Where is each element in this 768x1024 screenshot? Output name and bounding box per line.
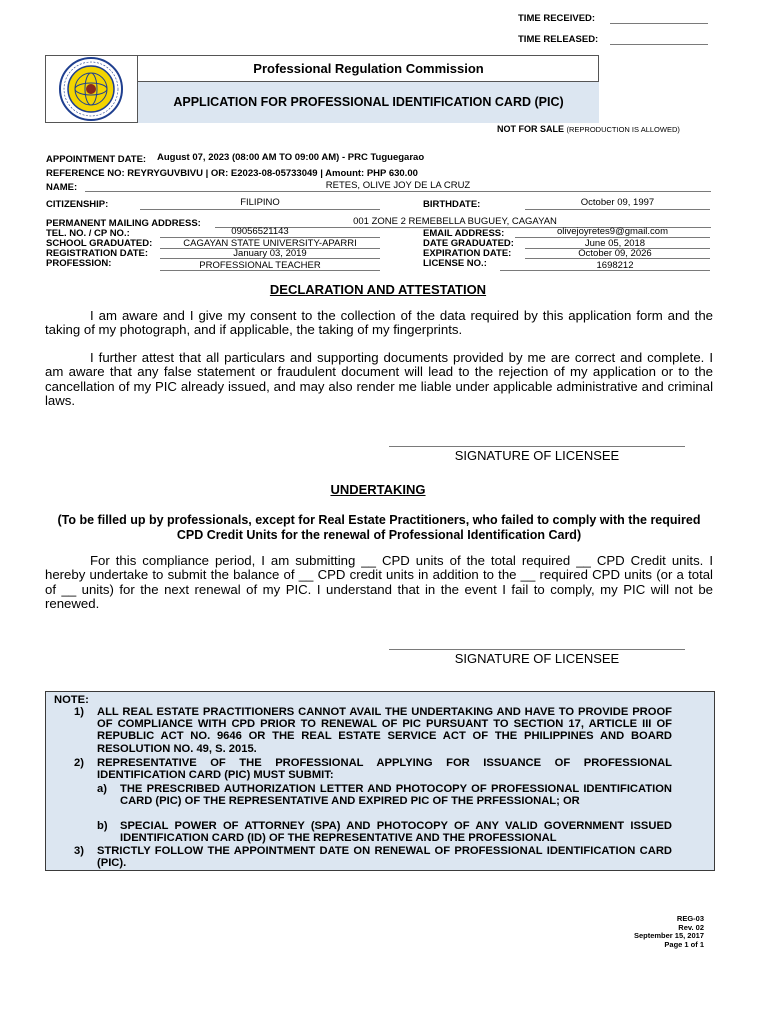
expiration-date-value[interactable]: October 09, 2026 xyxy=(578,248,652,259)
profession-value[interactable]: PROFESSIONAL TEACHER xyxy=(199,260,321,271)
birthdate-line xyxy=(525,209,710,210)
declaration-para-1: I am aware and I give my consent to the collection of the data required by this application form and the taking of my photograph, and if applicable, the taking of my fingerprints. xyxy=(45,308,713,338)
note-item-3-num: 3) xyxy=(74,845,84,857)
expiration-date-label: EXPIRATION DATE: xyxy=(423,248,512,259)
form-title: APPLICATION FOR PROFESSIONAL IDENTIFICATION CARD (PIC) xyxy=(137,82,599,123)
email-label: EMAIL ADDRESS: xyxy=(423,228,505,239)
note-item-2-num: 2) xyxy=(74,757,84,769)
note-item-2: REPRESENTATIVE OF THE PROFESSIONAL APPLYING FOR ISSUANCE OF PROFESSIONAL IDENTIFICATION CARD (PIC) MUST SUBMIT: xyxy=(97,757,672,782)
note-title: NOTE: xyxy=(54,694,89,706)
registration-date-line xyxy=(160,258,380,259)
signature-line-2[interactable] xyxy=(389,649,685,650)
footer-form-code: REG-03 xyxy=(676,914,704,923)
footer-date: September 15, 2017 xyxy=(633,931,704,941)
declaration-heading: DECLARATION AND ATTESTATION xyxy=(269,282,487,297)
note-item-1-num: 1) xyxy=(74,706,84,718)
citizenship-value[interactable]: FILIPINO xyxy=(240,197,280,208)
reference-line: REFERENCE NO: REYRYGUVBIVU | OR: E2023-08-05733049 | Amount: PHP 630.00 xyxy=(46,168,418,179)
name-line xyxy=(85,191,711,192)
signature-label-1: SIGNATURE OF LICENSEE xyxy=(454,448,620,463)
appointment-date-value: August 07, 2023 (08:00 AM TO 09:00 AM) - PRC Tuguegarao xyxy=(157,152,425,163)
license-label: LICENSE NO.: xyxy=(423,258,487,269)
note-subitem-b-num: b) xyxy=(97,820,108,832)
not-for-sale xyxy=(497,124,680,134)
school-value[interactable]: CAGAYAN STATE UNIVERSITY-APARRI xyxy=(183,238,357,249)
footer-page: Page 1 of 1 xyxy=(664,939,704,949)
signature-line-1[interactable] xyxy=(389,446,685,447)
time-released-line[interactable] xyxy=(610,44,708,45)
note-subitem-a: THE PRESCRIBED AUTHORIZATION LETTER AND PHOTOCOPY OF PROFESSIONAL IDENTIFICATION CARD (PIC) OF THE REPRESENTATIVE AND EXPIRED PIC OF THE PRFESSIONAL; OR xyxy=(120,783,672,808)
name-value[interactable]: RETES, OLIVE JOY DE LA CRUZ xyxy=(325,180,471,191)
license-line xyxy=(500,270,710,271)
declaration-heading-wrap xyxy=(0,281,756,299)
declaration-para-2: I further attest that all particulars and supporting documents provided by me are correct and complete. I am aware that any false statement or fraudulent document will lead to the rejection of my application or to the cancellation of my PIC already issued, and may also render me liable under applicable administrative and criminal laws. xyxy=(45,350,713,409)
profession-line xyxy=(160,270,380,271)
note-box xyxy=(45,691,715,871)
citizenship-line xyxy=(140,209,380,210)
tel-label: TEL. NO. / CP NO.: xyxy=(46,228,130,239)
address-label: PERMANENT MAILING ADDRESS: xyxy=(46,218,201,229)
expiration-date-line xyxy=(525,258,710,259)
citizenship-label: CITIZENSHIP: xyxy=(46,199,109,210)
name-label: NAME: xyxy=(46,182,78,193)
time-released-label: TIME RELEASED: xyxy=(518,34,599,45)
license-value[interactable]: 1698212 xyxy=(596,260,634,271)
not-for-sale-label: NOT FOR SALE xyxy=(497,124,564,134)
tel-value[interactable]: 09056521143 xyxy=(231,226,289,237)
address-value[interactable]: 001 ZONE 2 REMEBELLA BUGUEY, CAGAYAN xyxy=(353,216,557,227)
birthdate-label: BIRTHDATE: xyxy=(423,199,481,210)
undertaking-subheading: (To be filled up by professionals, except for Real Estate Practitioners, who failed to comply with the required CPD Credit Units for the renewal of Professional Identification Card) xyxy=(57,513,701,542)
org-name: Professional Regulation Commission xyxy=(137,55,599,82)
school-label: SCHOOL GRADUATED: xyxy=(46,238,153,249)
undertaking-para: For this compliance period, I am submitting __ CPD units of the total required __ CPD Credit units. I hereby undertake to submit the balance of __ CPD credit units in addition to the __ required CPD units (or a total of __ units) for the next renewal of my PIC. I understand that in the event I fail to comply, my PIC will not be renewed. xyxy=(45,553,713,612)
reproduction-note: (REPRODUCTION IS ALLOWED) xyxy=(566,125,680,134)
note-item-1: ALL REAL ESTATE PRACTITIONERS CANNOT AVAIL THE UNDERTAKING AND HAVE TO PROVIDE PROOF OF COMPLIANCE WITH CPD PRIOR TO RENEWAL OF PIC PURSUANT TO SECTION 17, ARTICLE III OF REPUBLIC ACT NO. 9646 OR THE REAL ESTATE SERVICE ACT OF THE PHILIPPINES AND BOARD RESOLUTION NO. 49, S. 2015. xyxy=(97,706,672,755)
footer-revision: Rev. 02 xyxy=(678,922,704,932)
time-received-label: TIME RECEIVED: xyxy=(518,13,596,24)
signature-label-2: SIGNATURE OF LICENSEE xyxy=(454,651,620,666)
undertaking-heading-wrap xyxy=(0,481,756,499)
birthdate-value[interactable]: October 09, 1997 xyxy=(580,197,655,208)
footer-block xyxy=(560,915,704,949)
prc-seal-icon xyxy=(50,56,132,122)
registration-date-value[interactable]: January 03, 2019 xyxy=(233,248,307,259)
appointment-date-label: APPOINTMENT DATE: xyxy=(46,154,147,165)
profession-label: PROFESSION: xyxy=(46,258,112,269)
registration-date-label: REGISTRATION DATE: xyxy=(46,248,149,259)
email-value[interactable]: olivejoyretes9@gmail.com xyxy=(556,226,669,237)
note-subitem-a-num: a) xyxy=(97,783,107,795)
note-item-3: STRICTLY FOLLOW THE APPOINTMENT DATE ON RENEWAL OF PROFESSIONAL IDENTIFICATION CARD (PIC). xyxy=(97,845,672,870)
date-graduated-value[interactable]: June 05, 2018 xyxy=(584,238,646,249)
note-subitem-b: SPECIAL POWER OF ATTORNEY (SPA) AND PHOTOCOPY OF ANY VALID GOVERNMENT ISSUED IDENTIFICATION CARD (ID) OF THE REPRESENTATIVE AND THE PROFESSIONAL xyxy=(120,820,672,845)
undertaking-heading: UNDERTAKING xyxy=(330,482,426,497)
time-received-line[interactable] xyxy=(610,23,708,24)
date-graduated-label: DATE GRADUATED: xyxy=(423,238,514,249)
